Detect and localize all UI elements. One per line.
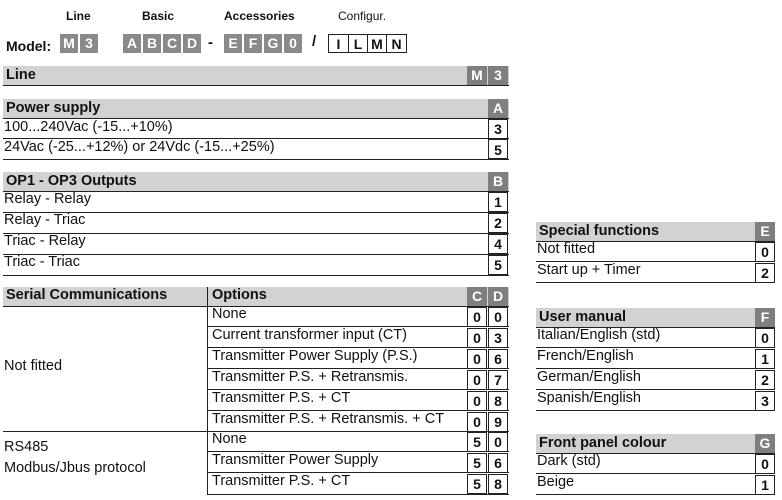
- serial-option-label: Transmitter P.S. + Retransmis.: [212, 369, 409, 385]
- model-code-acc-f: F: [244, 34, 262, 53]
- outputs-header: [3, 172, 509, 191]
- serial-letter-d: D: [488, 287, 508, 306]
- special-functions-row-label: Start up + Timer: [537, 262, 641, 278]
- model-code-basic-d: D: [183, 34, 201, 53]
- model-code-basic-b: B: [143, 34, 161, 53]
- user-manual-row-code: 1: [761, 351, 769, 367]
- serial-option-label: Current transformer input (CT): [212, 327, 407, 343]
- outputs-row-label: Relay - Relay: [4, 191, 92, 207]
- power-supply-header: [3, 99, 509, 118]
- outputs-row-label: Relay - Triac: [4, 212, 86, 228]
- user-manual-title: User manual: [539, 309, 627, 325]
- user-manual-letter: F: [755, 308, 775, 327]
- outputs-title: OP1 - OP3 Outputs: [6, 173, 137, 189]
- serial-options-title: Options: [212, 287, 267, 303]
- model-code-config-i: I: [328, 34, 349, 53]
- model-code-config-l: L: [348, 34, 368, 53]
- serial-option-code-d: 7: [494, 372, 502, 388]
- power-supply-row-label: 24Vac (-25...+12%) or 24Vdc (-15...+25%): [4, 139, 275, 155]
- power-supply-row-code: 5: [494, 142, 502, 158]
- divider: [3, 159, 509, 160]
- model-slash: /: [312, 33, 317, 50]
- user-manual-row-code: 0: [761, 330, 769, 346]
- user-manual-row-label: Italian/English (std): [537, 327, 661, 343]
- power-supply-row-label: 100...240Vac (-15...+10%): [4, 119, 173, 135]
- line-section-code-m: M: [467, 66, 487, 85]
- serial-option-code-c: 0: [473, 414, 481, 430]
- outputs-row-code: 1: [494, 194, 502, 210]
- serial-option-code-c: 0: [473, 309, 481, 325]
- divider: [536, 494, 775, 495]
- special-functions-row-code: 2: [761, 265, 769, 281]
- outputs-row-label: Triac - Triac: [4, 254, 80, 270]
- model-code-config-n: N: [386, 34, 407, 53]
- power-supply-letter: A: [488, 99, 508, 118]
- special-functions-row-code: 0: [761, 244, 769, 260]
- outputs-row-code: 5: [494, 257, 502, 273]
- model-code-acc-g: G: [264, 34, 282, 53]
- outputs-letter: B: [488, 172, 508, 191]
- power-supply-row-code: 3: [494, 121, 502, 137]
- model-code-basic-a: A: [123, 34, 141, 53]
- serial-option-code-d: 8: [494, 476, 502, 492]
- serial-option-code-d: 3: [494, 330, 502, 346]
- serial-group1-label: Not fitted: [4, 358, 63, 374]
- user-manual-row-code: 2: [761, 372, 769, 388]
- user-manual-row-label: German/English: [537, 369, 641, 385]
- serial-option-label: None: [212, 306, 247, 322]
- outputs-row-code: 2: [494, 215, 502, 231]
- model-dash: -: [208, 34, 213, 51]
- group-label-configur: Configur.: [338, 9, 387, 23]
- serial-option-label: None: [212, 431, 247, 447]
- user-manual-row-code: 3: [761, 393, 769, 409]
- model-code-line-1: M: [60, 34, 78, 53]
- divider: [536, 410, 775, 411]
- outputs-row-code: 4: [494, 236, 502, 252]
- special-functions-row-label: Not fitted: [537, 241, 596, 257]
- serial-option-code-d: 9: [494, 414, 502, 430]
- serial-option-label: Transmitter P.S. + CT: [212, 390, 351, 406]
- serial-option-code-d: 0: [494, 434, 502, 450]
- front-panel-row-code: 1: [761, 477, 769, 493]
- serial-option-code-d: 6: [494, 455, 502, 471]
- serial-option-label: Transmitter Power Supply: [212, 452, 379, 468]
- model-code-line-2: 3: [80, 34, 98, 53]
- serial-letter-c: C: [467, 287, 487, 306]
- model-code-basic-c: C: [163, 34, 181, 53]
- special-functions-header: [536, 222, 775, 241]
- serial-option-label: Transmitter P.S. + CT: [212, 473, 351, 489]
- model-label: Model:: [6, 38, 52, 54]
- divider: [536, 282, 775, 283]
- outputs-row-label: Triac - Relay: [4, 233, 86, 249]
- divider: [3, 431, 509, 432]
- serial-option-code-c: 0: [473, 372, 481, 388]
- divider: [3, 85, 509, 86]
- serial-option-label: Transmitter Power Supply (P.S.): [212, 348, 418, 364]
- serial-option-label: Transmitter P.S. + Retransmis. + CT: [212, 411, 445, 427]
- serial-group2-label-line2: Modbus/Jbus protocol: [4, 460, 146, 476]
- serial-title: Serial Communications: [6, 287, 168, 303]
- divider: [3, 306, 509, 307]
- special-functions-letter: E: [755, 222, 775, 241]
- model-code-acc-0: 0: [284, 34, 302, 53]
- user-manual-row-label: French/English: [537, 348, 634, 364]
- serial-option-code-c: 0: [473, 393, 481, 409]
- front-panel-row-code: 0: [761, 456, 769, 472]
- serial-option-code-c: 5: [473, 434, 481, 450]
- model-code-config-m: M: [367, 34, 387, 53]
- model-code-acc-e: E: [224, 34, 242, 53]
- front-panel-title: Front panel colour: [539, 435, 667, 451]
- front-panel-header: [536, 434, 775, 453]
- front-panel-row-label: Dark (std): [537, 453, 601, 469]
- group-label-basic: Basic: [142, 9, 175, 23]
- line-section-code-3: 3: [488, 66, 508, 85]
- serial-option-code-c: 0: [473, 351, 481, 367]
- serial-option-code-d: 0: [494, 309, 502, 325]
- front-panel-letter: G: [755, 434, 775, 453]
- line-section-header: [3, 66, 509, 85]
- group-label-accessories: Accessories: [224, 9, 295, 23]
- serial-option-code-d: 8: [494, 393, 502, 409]
- special-functions-title: Special functions: [539, 223, 660, 239]
- serial-option-code-d: 6: [494, 351, 502, 367]
- line-section-title: Line: [6, 67, 36, 83]
- front-panel-row-label: Beige: [537, 474, 575, 490]
- user-manual-row-label: Spanish/English: [537, 390, 641, 406]
- serial-option-code-c: 5: [473, 476, 481, 492]
- divider: [207, 494, 509, 495]
- serial-column-divider: [207, 287, 208, 494]
- group-label-line: Line: [66, 9, 91, 23]
- divider: [3, 275, 509, 276]
- serial-option-code-c: 5: [473, 455, 481, 471]
- user-manual-header: [536, 308, 775, 327]
- serial-group2-label-line1: RS485: [4, 439, 49, 455]
- serial-option-code-c: 0: [473, 330, 481, 346]
- power-supply-title: Power supply: [6, 100, 101, 116]
